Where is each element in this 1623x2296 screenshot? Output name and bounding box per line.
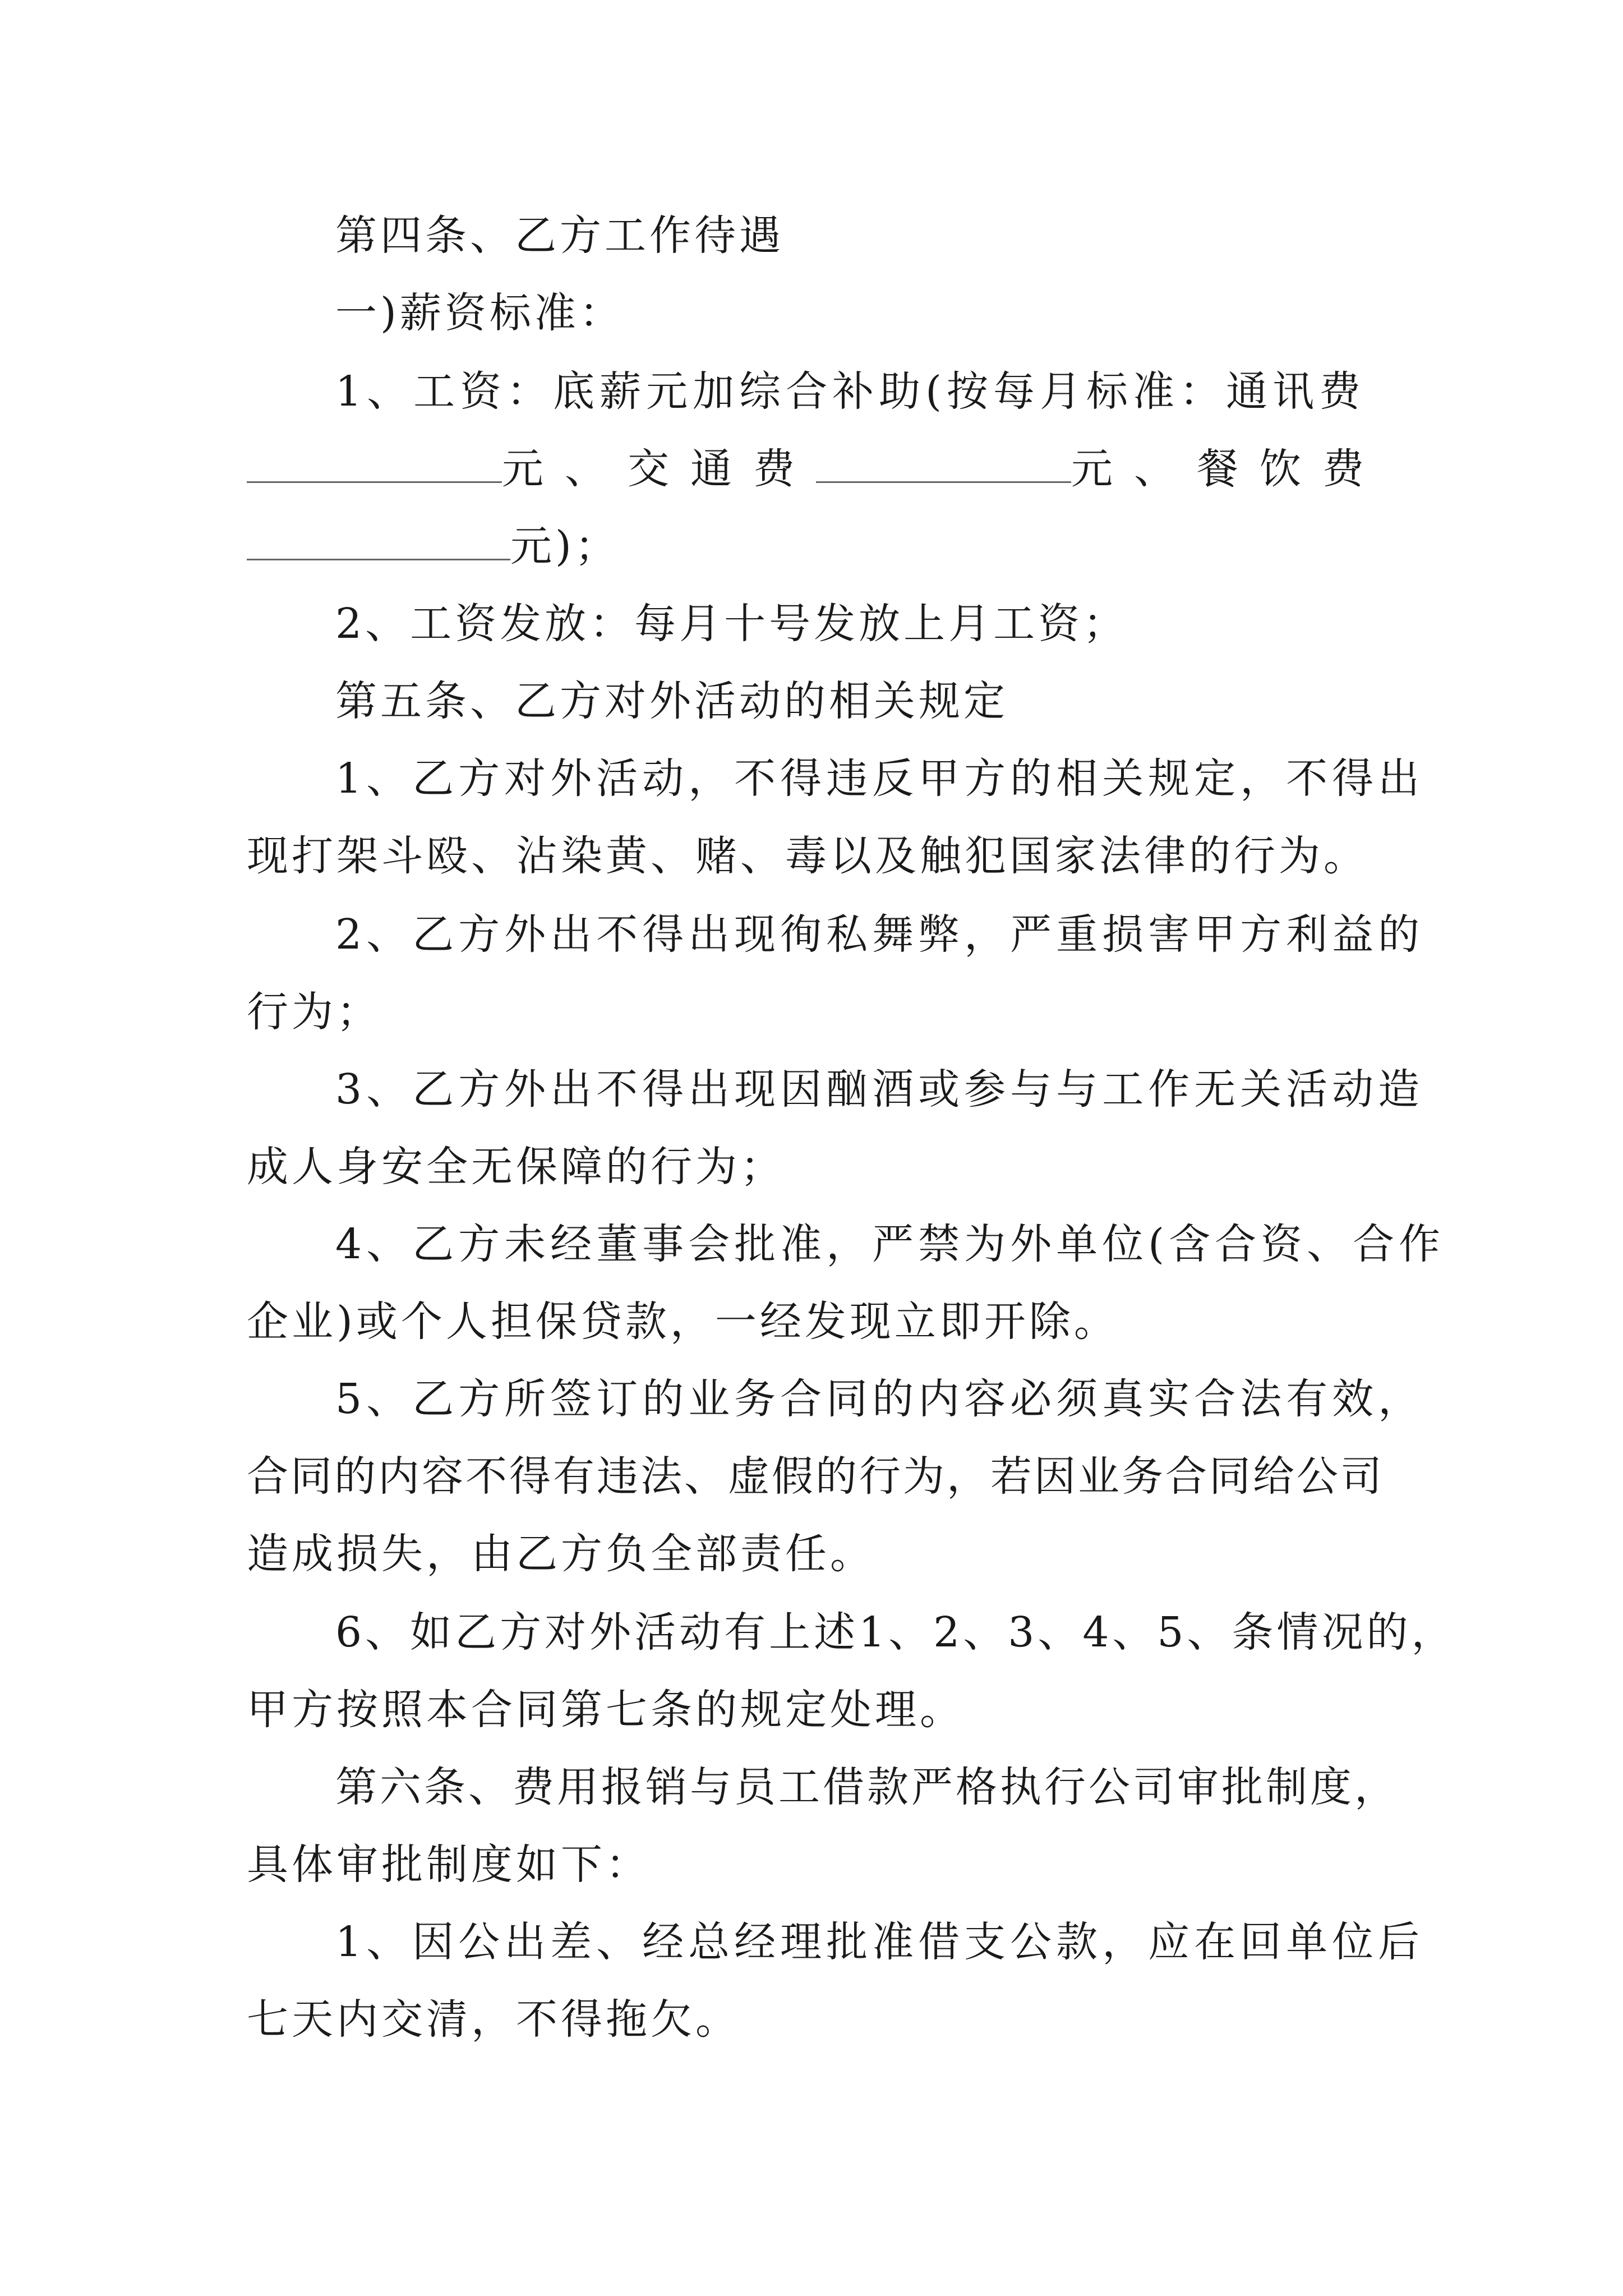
paragraph-line: 3、乙方外出不得出现因酗酒或参与与工作无关活动造 — [335, 1065, 1424, 1114]
paragraph-line: 企业)或个人担保贷款，一经发现立即开除。 — [247, 1297, 1119, 1346]
text-run: 元)； — [510, 522, 620, 570]
paragraph-line: 甲方按照本合同第七条的规定处理。 — [247, 1686, 965, 1734]
paragraph-line: 4、乙方未经董事会批准，严禁为外单位(含合资、合作 — [335, 1220, 1445, 1268]
paragraph-line: 具体审批制度如下： — [247, 1841, 651, 1889]
paragraph-line — [335, 365, 1385, 418]
fill-in-blank-communication-fee[interactable] — [247, 447, 502, 483]
paragraph-line: 造成损失，由乙方负全部责任。 — [247, 1530, 875, 1578]
section-heading-4: 第四条、乙方工作待遇 — [335, 211, 784, 260]
subsection-heading-salary: 一)薪资标准： — [335, 289, 624, 337]
paragraph-line: 2、乙方外出不得出现徇私舞弊，严重损害甲方利益的 — [335, 910, 1424, 959]
paragraph-line — [247, 519, 1385, 573]
paragraph-line: 成人身安全无保障的行为； — [247, 1143, 785, 1191]
text-run: 1、工资：底薪元加综合补助(按每月标准：通讯费 — [335, 367, 1366, 416]
fill-in-blank-meal-fee[interactable] — [247, 524, 510, 560]
paragraph-line: 1、因公出差、经总经理批准借支公款，应在回单位后 — [335, 1918, 1424, 1966]
paragraph-line: 行为； — [247, 988, 381, 1036]
section-heading-6: 第六条、费用报销与员工借款严格执行公司审批制度， — [335, 1763, 1399, 1811]
paragraph-line — [247, 442, 1385, 496]
paragraph-line: 现打架斗殴、沾染黄、赌、毒以及触犯国家法律的行为。 — [247, 832, 1368, 880]
paragraph-line: 2、工资发放：每月十号发放上月工资； — [335, 600, 1128, 648]
fill-in-blank-transport-fee[interactable] — [816, 447, 1071, 483]
text-run: 元、餐饮费 — [1071, 445, 1385, 493]
paragraph-line: 1、乙方对外活动，不得违反甲方的相关规定，不得出 — [335, 754, 1424, 803]
paragraph-line: 6、如乙方对外活动有上述1、2、3、4、5、条情况的， — [335, 1608, 1456, 1657]
section-heading-5: 第五条、乙方对外活动的相关规定 — [335, 677, 1008, 725]
paragraph-line: 5、乙方所签订的业务合同的内容必须真实合法有效， — [335, 1375, 1424, 1423]
text-run: 元、交通费 — [502, 445, 816, 493]
paragraph-line: 七天内交清，不得拖欠。 — [247, 1995, 740, 2044]
paragraph-line: 合同的内容不得有违法、虚假的行为，若因业务合同给公司 — [247, 1452, 1384, 1501]
